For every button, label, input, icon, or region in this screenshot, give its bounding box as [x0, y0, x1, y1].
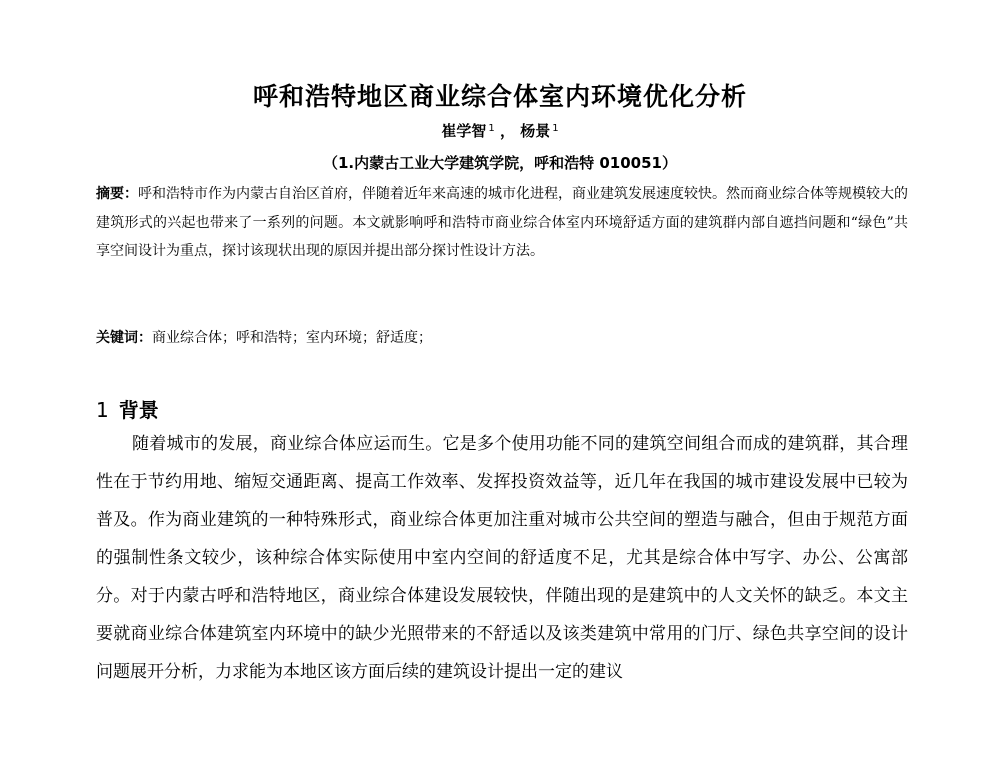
keywords [96, 326, 908, 350]
abstract-text: 呼和浩特市作为内蒙古自治区首府，伴随着近年来高速的城市化进程，商业建筑发展速度较快。然而商业综合体等规模较大的建筑形式的兴起也带来了一系列的问题。本文就影响呼和浩特市商业综合体室内环境舒适方面的建筑群内部自遮挡问题和“绿色”共享空间设计为重点，探讨该现状出现的原因并提出部分探讨性设计方法。 [96, 186, 908, 259]
author-affiliation-mark: 1 [488, 123, 495, 134]
paper-title: 呼和浩特地区商业综合体室内环境优化分析 [252, 82, 747, 111]
section-number: 1 [96, 398, 109, 422]
abstract-label: 摘要： [96, 186, 138, 202]
affiliation: （1.内蒙古工业大学建筑学院，呼和浩特 010051） [323, 154, 677, 172]
body-paragraph: 随着城市的发展，商业综合体应运而生。它是多个使用功能不同的建筑空间组合而成的建筑群，其合理性在于节约用地、缩短交通距离、提高工作效率、发挥投资效益等，近几年在我国的城市建设发展中已较为普及。作为商业建筑的一种特殊形式，商业综合体更加注重对城市公共空间的塑造与融合，但由于规范方面的强制性条文较少，该种综合体实际使用中室内空间的舒适度不足，尤其是综合体中写字、办公、公寓部分。对于内蒙古呼和浩特地区，商业综合体建设发展较快，伴随出现的是建筑中的人文关怀的缺乏。本文主要就商业综合体建筑室内环境中的缺少光照带来的不舒适以及该类建筑中常用的门厅、绿色共享空间的设计问题展开分析，力求能为本地区该方面后续的建筑设计提出一定的建议 [96, 434, 908, 682]
author-name: 杨景 [520, 122, 551, 140]
author-line [0, 120, 1000, 142]
author-affiliation-mark: 1 [552, 123, 559, 134]
keywords-label: 关键词： [96, 330, 152, 346]
keywords-text: 商业综合体；呼和浩特；室内环境；舒适度； [152, 330, 432, 346]
abstract [96, 180, 908, 266]
section-title: 背景 [118, 398, 159, 422]
author-name: 崔学智 [441, 122, 487, 140]
section-heading [96, 395, 159, 425]
author-separator: ， [499, 122, 515, 140]
